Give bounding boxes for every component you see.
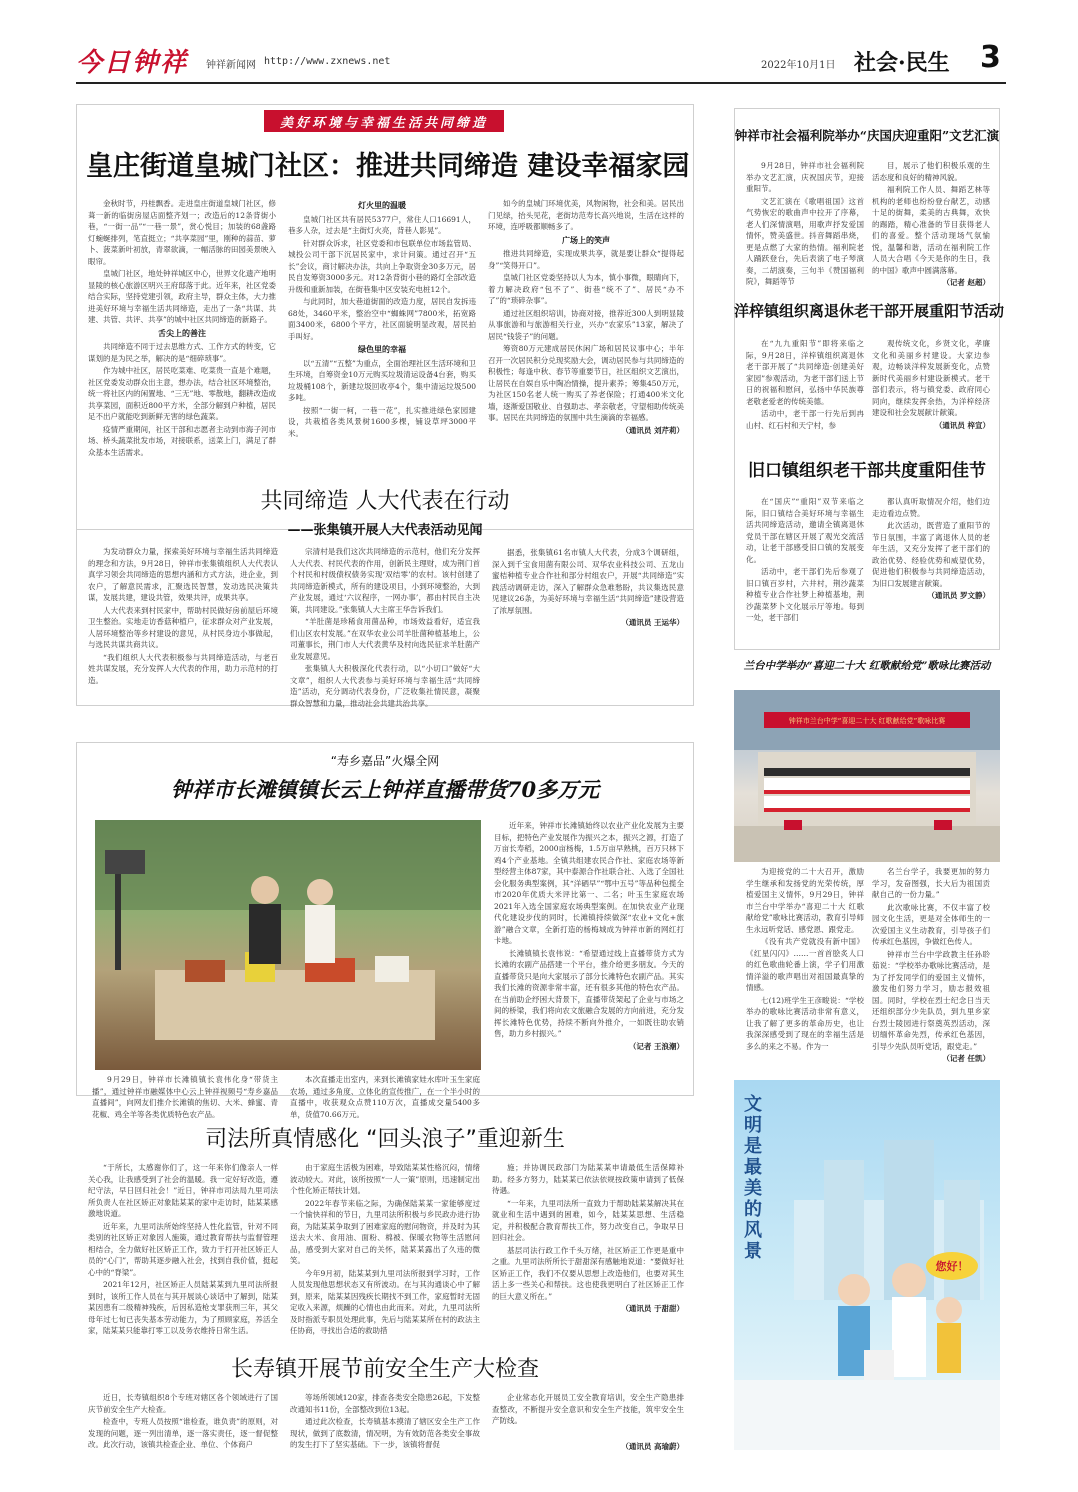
article-kicker: “寿乡嘉品”火爆全网 [330,754,440,768]
paragraph: 人大代表来到村民家中，帮助村民做好房前屋后环境卫生整治。实地走访香菇种植户，征求群众对产业发展，人居环境整治等乡村建设的意见，从村民身边小事做起，与选民共谋共商共议。 [88,605,278,649]
section-title: 社会·民生 [854,50,950,76]
article-column [88,546,278,701]
poster-illustration [734,1080,1000,1450]
paragraph: 按照“一街一柯，一巷一花”，扎实推进绿色家园建设，共栽植各类风景树1600多棵，铺设草坪3000平米。 [288,405,476,438]
section-subhead: 广场上的笑声 [562,234,610,245]
paragraph: 由于家庭生活极为困难，导致陆某某性格沉闷，情绪波动较大。对此，该所按照“一人一策”原则，迅速制定出个性化矫正帮扶计划。 [290,1163,480,1195]
article-column [872,496,990,644]
issue-date: 2022年10月1日 [761,60,836,71]
article-column [290,1162,480,1336]
livestream-photo [95,820,481,1070]
page-number: 3 [980,40,1001,75]
paragraph: 皇城门社区共有居民5377户，常住人口16691人，巷多人杂，过去是“主街灯火亮，背巷人影晃”。 [288,214,476,235]
paragraph: 为迎接党的二十大召开，激励学生继承和发扬党的光荣传统，厚植爱国主义情怀，9月29日，钟祥市兰台中学举办“喜迎二十大 红歌献给党”歌咏比赛活动，教育引导师生永远听党话、感党恩、跟党走。 [746,867,864,934]
byline: （记者 王浪潮） [628,1041,684,1051]
paragraph: “于所长，太感谢你们了，这一年来你们像亲人一样关心我，让我感受到了社会的温暖。我一定好好改造，遵纪守法，早日回归社会！”近日，钟祥市司法局九里司法所负责人在社区矫正对象陆某某的家中走访时，陆某某感激地说道。 [88,1163,278,1218]
article-column [488,198,684,523]
paragraph: “一年来，九里司法所一直致力于帮助陆某某解决其在就业和生活中遇到的困难，如今，陆某某思想、生活稳定，并积极配合教育帮扶工作，努力改变自己，争取早日回归社会。 [492,1198,684,1242]
paragraph: 此次歌咏比赛，不仅丰富了校园文化生活，更是对全体师生的一次爱国主义生动教育，引导孩子们传承红色基因，争做红色传人。 [872,902,990,946]
byline: （通讯员 高瑜蔚） [621,1441,684,1451]
paragraph: 与此同时，加大巷道街面的改造力度，居民自发拆违68处，3460平米，整治空中“蜘蛛网”7800米，拓宽路面3400米，6800个平方，社区面貌明显改观，居民拍手叫好。 [288,297,476,341]
article-column [746,338,864,446]
paragraph: 观传统文化，乡贤文化，孝廉文化和美丽乡村建设。大家边参观，边畅谈洋梓发展新变化，点赞新时代美丽乡村建设新模式。老干部们表示，将与镇党委、政府同心同向，继续发挥余热，为洋梓经济建设和社会发展献计献策。 [872,339,990,417]
paragraph: 筹资80万元建成居民休闲广场和居民议事中心；半年召开一次居民积分兑现奖励大会，调动居民参与共同缔造的积极性；每逢中秋、春节等重要节日，社区组织文艺演出，让居民在自娱自乐中陶冶情操，提升素养；筹集450万元，为社区150名老人统一购买了养老保险；打通400米文化墙，逐渐爱国敬业、自强助志、孝亲敬老，守望相助传统美事。居民在共同缔造的氛围中共生滴滴的幸福感。 [488,344,684,422]
poster-greeting: 您好！ [935,1260,969,1273]
article-column [290,546,480,708]
paragraph: 七(12)班学生王彦畯说：“学校举办的歌咏比赛活动非常有意义，让我了解了更多的革命历史，也让我深深感受到了现在的幸福生活是多么的来之不易。作为一 [746,995,864,1051]
paragraph: 皇城门社区，地处钟祥城区中心，世界文化遗产地明显陵的核心旅游区明兴王府邸落于此。近年来，社区党委结合实际，坚持党建引领，政府主导，群众主体，大力推进美好环境与幸福生活共同缔造，走出了一条“共谋、共建、共管、共评、共享”的城中社区共同缔造的新路子。 [88,269,276,324]
paragraph: 金秋时节，丹桂飘香。走进皇庄街道皇城门社区，修葺一新的临街房屋店面整齐划一；改造后的12条背街小巷，“一街一品”“一巷一景”，赏心悦目；加装的68盏路灯蜿蜒排列，笔直挺立；“共享菜园”里，刚种的蒜苗、萝卜、菠菜新叶初放，青翠欲滴，一幅活脉的田园美景映入眼帘。 [88,199,276,266]
article-subtitle: ——张集镇开展人大代表活动见闻 [287,523,483,538]
paragraph: “羊肚菌是珍稀食用菌品种，市场效益看好，适宜我们山区农村发展。”在双华农业公司羊肚菌种植基地上，公司董事长，荆门市人大代表黄华及村向选民征求羊肚菌产业发展意见。 [290,617,480,661]
paragraph: 钟祥市兰台中学政教主任孙聆茹说：“学校举办歌咏比赛活动，是为了抒发同学们的爱国主义情怀，激发他们努力学习，励志报效祖国。同时，学校在烈士纪念日当天还组织部分少先队员，到九里乡家台烈士陵园进行祭奠英烈活动，深切缅怀革命先烈，传承红色基因，引导少先队员听党话，跟党走。” [872,949,990,1051]
paragraph: 宗清村是我们这次共同缔造的示范村，他们充分发挥人大代表、村民代表的作用，创新民主理财，成为荆门首个村民和村级债权债务实现‘双结零’的农村。该村创建了共同缔造新模式，所有的建设项目，小到环境整治，大到产业发展，通过‘六议程序，一网办事’，都由村民自主决策，共同建设。”张集镇人大主席王华告诉我们。 [290,547,480,614]
newspaper-logo: 今日钟祥 [76,48,189,78]
paragraph: “我们组织人大代表积极参与共同缔造活动，与老百姓共谋发展，充分发挥人大代表的作用，助力示范村的打造。 [88,652,278,685]
section-subhead: 灯火里的温暖 [358,200,406,210]
byline: （通讯员 刘芹莉） [621,425,684,435]
article-column [746,866,864,1056]
paragraph: 《没有共产党就没有新中国》《红星闪闪》……一首首脍炙人口的红色歌曲轮番上演，学子们用激情洋溢的歌声唱出对祖国最真挚的情感。 [746,937,864,992]
paragraph: 等场所领域120家，排查各类安全隐患26起，下发整改通知书11份，全部整改到位13起。 [290,1393,480,1414]
paragraph: 2021年12月，社区矫正人员陆某某到九里司法所报到时，该所工作人员在与其开展谈心谈话中了解到，陆某某因患有二级精神残疾，后因私造枪支罪获刑三年，其父母年过七旬已丧失基本劳动能力，为了照顾家庭，养活全家，陆某某只能靠打零工以及务农维持日常生活。 [88,1280,278,1335]
photo-caption [92,1074,278,1119]
paragraph: 施；并协调民政部门为陆某某申请最低生活保障补助。经多方努力，陆某某已依法依规按政策申请到了低保待遇。 [492,1163,684,1195]
site-url[interactable]: http://www.zxnews.net [264,56,391,67]
paragraph: 目，展示了他们积极乐观的生活态度和良好的精神风貌。 [872,161,990,182]
article-title: 洋梓镇组织离退休老干部开展重阳节活动 [734,302,1005,320]
section-subhead: 绿色里的幸福 [358,344,406,354]
article-title: 共同缔造 人大代表在行动 [260,489,510,514]
article-column [88,1392,278,1452]
byline: （通讯员 王运华） [621,618,684,627]
paragraph: 今年9月初，陆某某到九里司法所报到学习时，工作人员发现他思想状态又有所波动。在与其沟通谈心中了解到，原来，陆某某因残疾长期找不到工作，家庭暂时无固定收入来源，烦躁的心情也由此而来。对此，九里司法所及时指派专职员处理此事，先后与陆某某所在村的政法主任协商，寻找出合适的救助措 [290,1268,480,1335]
paragraph: 活动中，老干部们先后参观了旧口镇百岁村，六井村，荆沙蔬菜种植专业合作社梦上种植基地，荆沙蔬菜梦卜文化展示厅等地。每到一处，老干部们 [746,567,864,622]
paragraph: 文艺汇演在《歌唱祖国》这首气势恢宏的歌曲声中拉开了序幕，老人们深情演唱，用歌声抒发爱国情怀，赞美盛世。抖音舞蹈串烧，更是点燃了大家的热情。福利院老人踊跃登台，先后表演了电子琴演奏，二胡演奏，三句半《赞国福利院》，舞蹈等节 [746,196,864,286]
paragraph: 皇城门社区党委坚持以人为本，慎小事微，眼睛向下，着力解决政府“包不了”、街巷“统不了”、居民“办不了”的“琐碎杂事”。 [488,273,684,305]
paragraph: 企业常态化开展员工安全教育培训，安全生产隐患排查整改，不断提升安全意识和安全生产技能，筑牢安全生产防线。 [492,1393,684,1425]
byline: （记者 任凯） [942,1054,990,1063]
article-column [288,198,476,523]
paragraph: 福利院工作人员、舞蹈艺林等机构的老师也纷纷登台献艺，动感十足的街舞，柔美的古典舞，欢快的踢踏，精心准备的节目获得老人们的喜爱。整个活动现场气氛愉悦，温馨和谐，活动在福利院工作人员大合唱《今天是你的生日，我的中国》歌声中圆满落幕。 [872,185,990,275]
paragraph: 活动中，老干部一行先后到冉山村、红石村和天宁村，参 [746,409,864,430]
poster-slogan: 文明是最美的风景 [744,1094,762,1262]
article-title: 长寿镇开展节前安全生产大检查 [230,1357,539,1382]
paragraph: 通过此次检查，长寿镇基本摸清了辖区安全生产工作现状，做到了底数清，情况明，为有效防范各类安全事故的发生打下了坚实基础。下一步，该镇将督促 [290,1417,480,1449]
paragraph: 都认真听取情况介绍，他们边走边看边点赞。 [872,497,990,518]
livestream-scene [95,820,481,1070]
article-column [290,1074,480,1119]
article-column [88,198,276,523]
paragraph: 检查中，专班人员按照“谁检查，谁负责”的原则，对发现的问题，逐一列出清单，逐一落实责任，逐一督促整改。此次行动，该镇共检查企业、单位、个体商户 [88,1417,278,1449]
choir-photo [734,690,1000,862]
article-title: 钟祥市社会福利院举办“庆国庆迎重阳”文艺汇演 [734,128,1000,143]
paragraph: 作为城中社区，居民吃菜难、吃菜贵一直是个难题，社区党委发动群众出主意，想办法，结合社区环境整治，统一将社区内的闲置地、“三无”地、零散地，翻耕改造成共享菜园，面积近800平方米，全部分解到户种植，居民足不出户就能吃到新鲜无害的绿色蔬菜。 [88,366,276,421]
paragraph: 基层司法行政工作千头万绪，社区矫正工作更是重中之重。九里司法所所长于甜甜深有感触地说道：“要做好社区矫正工作，我们不仅要从思想上改造他们，也要对其生活上多一些关心和帮扶。这也使我更明白了社区矫正工作的巨大意义所在。” [492,1245,684,1301]
article-column [492,1162,684,1336]
article-column [746,160,864,290]
article-column [290,1392,480,1452]
civility-poster [734,1080,1000,1450]
masthead [76,40,1006,82]
paragraph: 名兰台学子，我要更加的努力学习，发奋图强，长大后为祖国贡献自己的一份力量。” [872,867,990,899]
paragraph: 通过社区组织培训，协商对接，推荐近300人到明显陵从事旅游和与旅游相关行业，兴办“农家乐”13家，解决了居民“钱袋子”的问题。 [488,308,684,341]
article-column [872,338,990,446]
article-column [872,866,990,1063]
article-column [492,1392,684,1451]
paragraph: 以“五清”“五整”为重点，全面治理社区生活环境和卫生环境，自筹资金10万元购买垃圾清运设备4台套，购买垃圾桶108个，新建垃圾回收亭4个，集中清运垃圾500多吨。 [288,358,476,402]
article-title: 兰台中学举办“喜迎二十大 红歌献给党”歌咏比赛活动 [743,660,991,672]
paragraph: 近年来，九里司法所始终坚持人性化监管，针对不同类别的社区矫正对象因人施策，通过教育帮扶与监督管理相结合，全力做好社区矫正工作，致力于打开社区矫正人员的“心门”，帮助其逐步融入社会，找到自我价值，挺起心中的“脊梁”。 [88,1221,278,1277]
paragraph: 此次活动，既营造了重阳节的节日氛围，丰富了离退休人员的老年生活，又充分发挥了老干部们的政治优势、经验优势和威望优势，促进他们积极参与共同缔造活动，为旧口发展建言献策。 [872,521,990,588]
paragraph: 近年来，钟祥市长滩镇始终以农业产业化发展为主要目标，把特色产业发展作为振兴之本，振兴之源，打造了万亩长寿稻，2000亩杨梅，1.5万亩早熟桃，百万只林下鸡4个产业基地。全镇共组建农民合作社、家庭农场等新型经营主体87家，其中泰源合作社联合社、入选了全国社会化服务典型案例，其“洋硒早”“鄂中五号”等品种包揽全市2020年优质大米评比第一、二名；叶玉生家庭农场2021年入选全国家庭农场典型案例。在加快农业产业现代化建设步伐的同时，长滩镇持续做深“农业+文化+旅游”融合文章，全新打造的杨梅城成为钟祥市新的网红打卡地。 [494,821,684,945]
article-title: 旧口镇组织老干部共度重阳佳节 [748,461,986,481]
paragraph: 2022年春节来临之际，为确保陆某某一家能够度过一个愉快祥和的节日，九里司法所积极与乡民政办进行协商，为陆某某争取到了困难家庭的慰问物资，并及时为其送去大米、食用油、面粉、棉被、保暖衣物等生活慰问品，感受到大家对自己的关怀，陆某某露出了久违的微笑。 [290,1198,480,1265]
site-name: 钟祥新闻网 [206,60,256,71]
section-subhead: 舌尖上的善注 [158,327,206,338]
article-column [492,546,684,701]
article-title: 皇庄街道皇城门社区：推进共同缔造 建设幸福家园 [86,151,690,182]
paragraph: 推进共同缔造，实现成果共享，就是要让群众“提得起身”“笑得开口”。 [488,249,684,270]
paragraph: 为发动群众力量，探索美好环境与幸福生活共同缔造的理念和方法，9月28日，钟祥市张集镇组织人大代表认真学习领会共同缔造的思想内涵和方式方法，进企业，到农户，了解意民需求，汇聚选民智慧，发动选民决策共谋，发展共建，建设共管，效果共评，成果共享。 [88,547,278,602]
paragraph: 张集镇人大积极深化代表行动，以“小切口”做好“大文章”，组织人大代表参与美好环境与幸福生活“共同缔造”活动，充分调动代表身份，广泛收集社情民意，凝聚群众智慧和力量，推动社会共建共治共享。 [290,664,480,708]
article-column [746,496,864,644]
byline: （通讯员 罗文静） [927,591,990,600]
paragraph: 9月28日，钟祥市社会福利院举办文艺汇演，庆祝国庆节，迎接重阳节。 [746,161,864,193]
paragraph: 在“国庆”“重阳”双节来临之际，旧口镇结合美好环境与幸福生活共同缔造活动，邀请全镇离退休党员干部在辖区开展了观光交流活动，让老干部感受旧口镇的发展变化。 [746,497,864,564]
byline: （记者 赵超） [942,278,990,287]
photo-banner-text: 钟祥市兰台中学“喜迎二十大 红歌献给党”歌咏比赛 [788,717,946,725]
paragraph: 本次直播走出室内，来到长滩镇家娃水库叶玉生家庭农场，通过多角度、立体化的宣传推广，在一个半小时的直播中，收获观众点赞110万次，直播成交量5400多单，货值70.66万元。 [290,1075,480,1119]
paragraph: 共同缔造不同于过去思维方式、工作方式的转变，它谋划的是为民之举，解决的是“细碎琐事”。 [88,342,276,363]
paragraph: 疫情严重期间，社区干部和志愿者主动到市海子河市场、桥头蔬菜批发市场，对接联系，送菜上门，满足了群众基本生活需求。 [88,424,276,457]
article-title: 司法所真情感化 “回头浪子”重迎新生 [205,1127,565,1152]
paragraph: 如今的皇城门环境优美，风物闲物，社会和美。居民出门见绿，抬头见花，老街坊范寿长高兴地说，生活在这样的环境，连呼吸都顺畅多了。 [488,199,684,231]
paragraph: 针对群众诉求，社区党委和市包联单位市场监管局、城投公司干部下沉居民家中，求计问策。通过召开“五长”会议，商讨解决办法，共向上争取资金30多万元，居民自发筹资3000多元。对12条背街小巷的路灯全部改造升级和重新加装，在街巷集中区安装充电桩12个。 [288,238,476,294]
article-column [88,1162,278,1336]
article-column [872,160,990,290]
paragraph: 据悉，张集镇61名市镇人大代表，分成3个调研组，深入到千宝食用菌有限公司、双华农业科技公司、五龙山蜜桔种植专业合作社和部分村组农户，开展“共同缔造”实践活动调研走访，深入了解群众急难愁盼，共议集选民意见建议26条，为美好环境与幸福生活“共同缔造”建设营造了浓厚氛围。 [492,548,684,615]
caption-text: 9月29日，钟祥市长滩镇镇长袁伟化身“带货主播”，通过钟祥市融媒体中心云上钟祥视频号“寿乡嘉品直播间”，向网友们推介长滩镇的焦切、大米、蜂蜜、青花椒、鸡全羊等各类优质特色农产品。 [92,1075,278,1119]
article-column [494,820,684,1090]
choir-scene [734,690,1000,862]
byline: （通讯员 于甜甜） [621,1304,684,1313]
paragraph: 长滩镇镇长袁伟说：“希望通过线上直播带货方式为长滩的农副产品搭建一个平台，推介给更多朋友。今天的直播带货只是向大家展示了部分长滩特色农副产品。其实我们长滩的资源非常丰富，还有很多其他的特色农产品。在当前助企纾困大背景下，直播带货架起了企业与市场之间的桥梁，我们将向农文旅融合发展的方向前进，充分发挥长滩特色优势，持续不断向外推介，一如既往助农销售，助力乡村振兴。” [494,948,684,1038]
paragraph: 在“九九重阳节”即将来临之际，9月28日，洋梓镇组织离退休老干部开展了“共同缔造·创建美好家园”参观活动，为老干部们送上节日的祝福和慰问，弘扬中华民族尊老敬老爱老的传统美德。 [746,339,864,406]
article-title: 钟祥市长滩镇镇长云上钟祥直播带货70多万元 [170,777,600,802]
masthead-rule [76,82,1006,84]
article-banner: 美好环境与幸福生活共同缔造 [264,110,504,132]
byline: （通讯员 梓宣） [934,420,990,430]
paragraph: 近日，长寿镇组织8个专班对辖区各个领域进行了国庆节前安全生产大检查。 [88,1393,278,1414]
